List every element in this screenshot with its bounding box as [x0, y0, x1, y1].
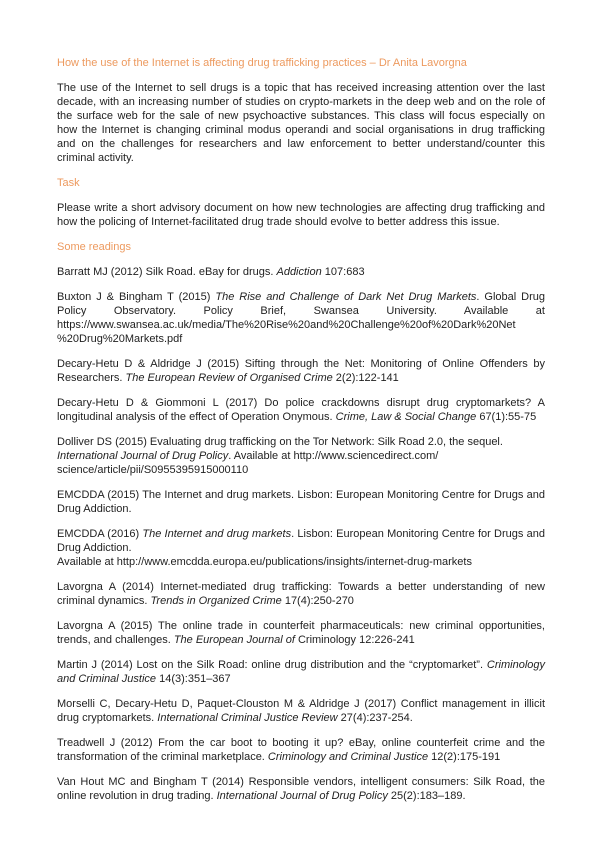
- reference-journal-title: Crime, Law & Social Change: [335, 411, 477, 423]
- reference-text: Available at http://www.emcdda.europa.eu/publications/insights/internet-drug-markets: [57, 556, 472, 568]
- reference-text: Morselli C, Decary-Hetu D, Paquet-Clouston M & Aldridge J (2017) Conflict management in illicit drug cryptomarkets.: [57, 698, 549, 724]
- document-title: How the use of the Internet is affecting drug trafficking practices – Dr Anita Lavorgna: [57, 57, 467, 69]
- reference-text: Buxton J & Bingham T (2015): [57, 291, 216, 303]
- reference-item: [57, 527, 549, 569]
- reference-item: [57, 619, 549, 647]
- reference-text: 67(1):55-75: [476, 411, 537, 423]
- reference-item: [57, 488, 549, 516]
- reference-item: [57, 736, 549, 764]
- reference-text: Decary-Hetu D & Aldridge J (2015) Sifting through the Net: Monitoring of Online Offenders by Researchers.: [57, 358, 549, 384]
- reference-item: [57, 290, 549, 346]
- reference-journal-title: The Rise and Challenge of Dark Net Drug Markets: [215, 291, 477, 303]
- reference-journal-title: Addiction: [276, 266, 322, 278]
- reference-text: . Lisbon: European Monitoring Centre for Drugs and Drug Addiction.: [57, 528, 549, 554]
- reference-journal-title: International Criminal Justice Review: [157, 712, 338, 724]
- reference-text: . Global Drug Policy Observatory. Policy Brief, Swansea University. Available at: [57, 291, 549, 317]
- reference-text: %20Drug%20Markets.pdf: [57, 333, 183, 345]
- reference-text: Decary-Hetu D & Giommoni L (2017) Do police crackdowns disrupt drug cryptomarkets? A longitudinal analysis of the effect of Operation Onymous.: [57, 397, 549, 423]
- references-list: [57, 265, 549, 803]
- reference-journal-title: Trends in Organized Crime: [150, 595, 282, 607]
- reference-text: Martin J (2014) Lost on the Silk Road: online drug distribution and the “cryptomarket”.: [57, 659, 487, 671]
- reference-journal-title: The European Journal of: [173, 634, 295, 646]
- reference-text: science/article/pii/S0955395915000110: [57, 464, 249, 476]
- reference-item: [57, 775, 549, 803]
- reference-text: 2(2):122-141: [332, 372, 399, 384]
- intro-paragraph: The use of the Internet to sell drugs is a topic that has received increasing attention over the last decade, with an increasing number of studies on crypto-markets in the deep web and on the role of the surface web for the sale of new psychoactive substances. This class will focus especially on how the Internet is changing criminal modus operandi and social organisations in drug trafficking and on the challenges for researchers and law enforcement to better understand/counter this criminal activity.: [57, 82, 545, 164]
- reference-text: Criminology 12:226-241: [294, 634, 415, 646]
- reference-text: 12(2):175-191: [428, 751, 501, 763]
- reference-text: 17(4):250-270: [281, 595, 354, 607]
- reference-text: . Available at http://www.sciencedirect.com/: [228, 450, 439, 462]
- reference-text: EMCDDA (2015) The Internet and drug markets. Lisbon: European Monitoring Centre for Drugs and Drug Addiction.: [57, 489, 549, 515]
- reference-journal-title: Criminology and Criminal Justice: [57, 659, 549, 685]
- reference-text: Lavorgna A (2014) Internet-mediated drug trafficking: Towards a better understanding of new criminal dynamics.: [57, 581, 549, 607]
- task-heading: Task: [57, 177, 80, 189]
- reference-text: Van Hout MC and Bingham T (2014) Responsible vendors, intelligent consumers: Silk Road, the online revolution in drug trading.: [57, 776, 549, 802]
- reference-text: Treadwell J (2012) From the car boot to booting it up? eBay, online counterfeit crime and the transformation of the criminal marketplace.: [57, 737, 549, 763]
- readings-heading: Some readings: [57, 241, 131, 253]
- reference-journal-title: The Internet and drug markets: [142, 528, 292, 540]
- reference-journal-title: International Journal of Drug Policy: [57, 450, 229, 462]
- reference-item: [57, 580, 549, 608]
- reference-journal-title: International Journal of Drug Policy: [216, 790, 388, 802]
- reference-journal-title: The European Review of Organised Crime: [125, 372, 333, 384]
- reference-item: [57, 658, 549, 686]
- reference-text: 107:683: [321, 266, 365, 278]
- reference-item: [57, 357, 549, 385]
- reference-journal-title: Criminology and Criminal Justice: [267, 751, 429, 763]
- reference-text: EMCDDA (2016): [57, 528, 143, 540]
- reference-item: [57, 435, 545, 477]
- reference-text: 27(4):237-254.: [337, 712, 413, 724]
- reference-text: Dolliver DS (2015) Evaluating drug trafficking on the Tor Network: Silk Road 2.0, the sequel.: [57, 436, 503, 448]
- reference-item: [57, 396, 549, 424]
- reference-text: 25(2):183–189.: [387, 790, 466, 802]
- reference-item: [57, 265, 545, 279]
- reference-text: Lavorgna A (2015) The online trade in counterfeit pharmaceuticals: new criminal opportunities, trends, and challenges.: [57, 620, 549, 646]
- reference-text: Barratt MJ (2012) Silk Road. eBay for drugs.: [57, 266, 277, 278]
- task-paragraph: Please write a short advisory document on how new technologies are affecting drug trafficking and how the policing of Internet-facilitated drug trade should evolve to better address this issue.: [57, 202, 545, 228]
- reference-text: 14(3):351–367: [156, 673, 231, 685]
- reference-item: [57, 697, 549, 725]
- reference-text: https://www.swansea.ac.uk/media/The%20Rise%20and%20Challenge%20of%20Dark%20Net: [57, 319, 516, 331]
